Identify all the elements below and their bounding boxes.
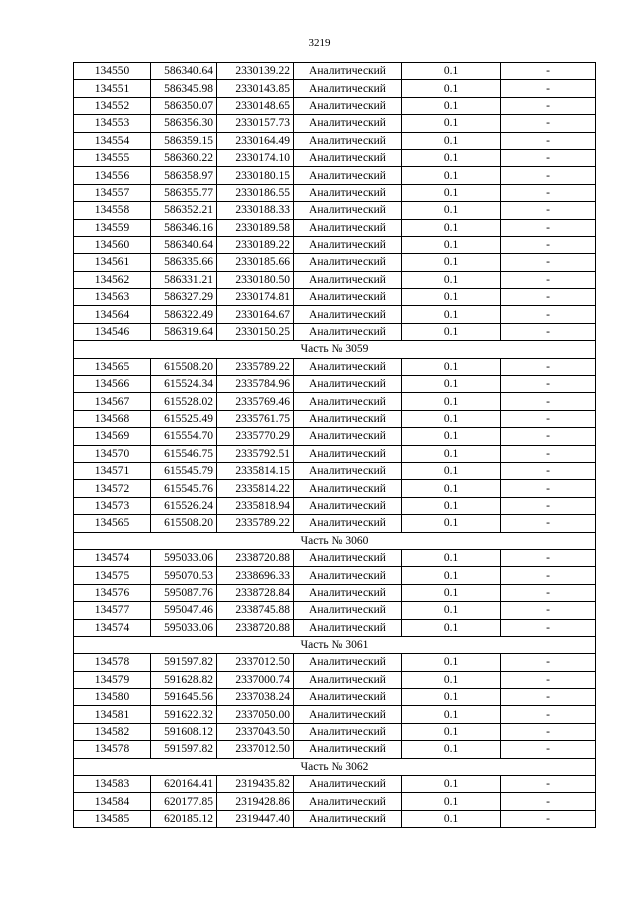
extra-cell: -: [501, 567, 596, 584]
method-cell: Аналитический: [294, 167, 402, 184]
x-coordinate-cell: 586340.64: [151, 63, 217, 80]
point-number-cell: 134583: [74, 776, 151, 793]
table-row: [74, 376, 596, 393]
table-row: [74, 706, 596, 723]
table-row: [74, 567, 596, 584]
y-coordinate-cell: 2319447.40: [217, 810, 294, 827]
extra-cell: -: [501, 602, 596, 619]
point-number-cell: 134577: [74, 602, 151, 619]
x-coordinate-cell: 620185.12: [151, 810, 217, 827]
point-number-cell: 134566: [74, 376, 151, 393]
point-number-cell: 134567: [74, 393, 151, 410]
table-row: [74, 115, 596, 132]
y-coordinate-cell: 2335814.15: [217, 462, 294, 479]
accuracy-cell: 0.1: [402, 202, 501, 219]
extra-cell: -: [501, 393, 596, 410]
y-coordinate-cell: 2335789.22: [217, 515, 294, 532]
table-row: [74, 63, 596, 80]
extra-cell: -: [501, 167, 596, 184]
point-number-cell: 134559: [74, 219, 151, 236]
point-number-cell: 134570: [74, 445, 151, 462]
y-coordinate-cell: 2338720.88: [217, 619, 294, 636]
point-number-cell: 134580: [74, 689, 151, 706]
y-coordinate-cell: 2335789.22: [217, 358, 294, 375]
point-number-cell: 134568: [74, 410, 151, 427]
y-coordinate-cell: 2337000.74: [217, 671, 294, 688]
accuracy-cell: 0.1: [402, 810, 501, 827]
point-number-cell: 134579: [74, 671, 151, 688]
point-number-cell: 134557: [74, 184, 151, 201]
method-cell: Аналитический: [294, 358, 402, 375]
y-coordinate-cell: 2330164.49: [217, 132, 294, 149]
x-coordinate-cell: 615526.24: [151, 497, 217, 514]
table-row: [74, 289, 596, 306]
y-coordinate-cell: 2330180.15: [217, 167, 294, 184]
method-cell: Аналитический: [294, 63, 402, 80]
y-coordinate-cell: 2335761.75: [217, 410, 294, 427]
x-coordinate-cell: 615545.76: [151, 480, 217, 497]
x-coordinate-cell: 595070.53: [151, 567, 217, 584]
extra-cell: -: [501, 358, 596, 375]
method-cell: Аналитический: [294, 271, 402, 288]
point-number-cell: 134554: [74, 132, 151, 149]
x-coordinate-cell: 595047.46: [151, 602, 217, 619]
method-cell: Аналитический: [294, 793, 402, 810]
extra-cell: -: [501, 376, 596, 393]
accuracy-cell: 0.1: [402, 654, 501, 671]
method-cell: Аналитический: [294, 132, 402, 149]
point-number-cell: 134558: [74, 202, 151, 219]
x-coordinate-cell: 586360.22: [151, 149, 217, 166]
x-coordinate-cell: 615508.20: [151, 515, 217, 532]
extra-cell: -: [501, 741, 596, 758]
table-row: [74, 358, 596, 375]
accuracy-cell: 0.1: [402, 80, 501, 97]
x-coordinate-cell: 615528.02: [151, 393, 217, 410]
table-row: [74, 515, 596, 532]
y-coordinate-cell: 2337012.50: [217, 741, 294, 758]
x-coordinate-cell: 586350.07: [151, 97, 217, 114]
table-row: [74, 132, 596, 149]
y-coordinate-cell: 2335769.46: [217, 393, 294, 410]
x-coordinate-cell: 591597.82: [151, 741, 217, 758]
accuracy-cell: 0.1: [402, 567, 501, 584]
table-row: [74, 776, 596, 793]
method-cell: Аналитический: [294, 515, 402, 532]
method-cell: Аналитический: [294, 602, 402, 619]
x-coordinate-cell: 595033.06: [151, 549, 217, 566]
table-row: [74, 810, 596, 827]
accuracy-cell: 0.1: [402, 515, 501, 532]
accuracy-cell: 0.1: [402, 723, 501, 740]
point-number-cell: 134574: [74, 549, 151, 566]
extra-cell: -: [501, 236, 596, 253]
method-cell: Аналитический: [294, 445, 402, 462]
accuracy-cell: 0.1: [402, 619, 501, 636]
method-cell: Аналитический: [294, 376, 402, 393]
method-cell: Аналитический: [294, 584, 402, 601]
table-row: [74, 497, 596, 514]
extra-cell: -: [501, 80, 596, 97]
x-coordinate-cell: 615508.20: [151, 358, 217, 375]
method-cell: Аналитический: [294, 480, 402, 497]
table-row: [74, 80, 596, 97]
method-cell: Аналитический: [294, 619, 402, 636]
y-coordinate-cell: 2319428.86: [217, 793, 294, 810]
method-cell: Аналитический: [294, 654, 402, 671]
table-row: [74, 306, 596, 323]
x-coordinate-cell: 615554.70: [151, 428, 217, 445]
section-title: Часть № 3060: [74, 532, 596, 549]
accuracy-cell: 0.1: [402, 254, 501, 271]
extra-cell: -: [501, 97, 596, 114]
table-row: [74, 793, 596, 810]
y-coordinate-cell: 2338745.88: [217, 602, 294, 619]
coordinates-table: [73, 62, 596, 828]
y-coordinate-cell: 2335814.22: [217, 480, 294, 497]
section-title: Часть № 3059: [74, 341, 596, 358]
accuracy-cell: 0.1: [402, 793, 501, 810]
point-number-cell: 134575: [74, 567, 151, 584]
method-cell: Аналитический: [294, 410, 402, 427]
method-cell: Аналитический: [294, 706, 402, 723]
extra-cell: -: [501, 723, 596, 740]
x-coordinate-cell: 586331.21: [151, 271, 217, 288]
point-number-cell: 134578: [74, 654, 151, 671]
method-cell: Аналитический: [294, 115, 402, 132]
extra-cell: -: [501, 584, 596, 601]
point-number-cell: 134560: [74, 236, 151, 253]
extra-cell: -: [501, 462, 596, 479]
section-title: Часть № 3061: [74, 636, 596, 653]
extra-cell: -: [501, 689, 596, 706]
method-cell: Аналитический: [294, 497, 402, 514]
x-coordinate-cell: 586352.21: [151, 202, 217, 219]
accuracy-cell: 0.1: [402, 219, 501, 236]
table-row: [74, 184, 596, 201]
x-coordinate-cell: 595087.76: [151, 584, 217, 601]
x-coordinate-cell: 591597.82: [151, 654, 217, 671]
section-row: [74, 636, 596, 653]
table-row: [74, 741, 596, 758]
extra-cell: -: [501, 202, 596, 219]
method-cell: Аналитический: [294, 462, 402, 479]
table-row: [74, 445, 596, 462]
method-cell: Аналитический: [294, 393, 402, 410]
point-number-cell: 134565: [74, 515, 151, 532]
x-coordinate-cell: 591608.12: [151, 723, 217, 740]
x-coordinate-cell: 615545.79: [151, 462, 217, 479]
method-cell: Аналитический: [294, 428, 402, 445]
table-row: [74, 549, 596, 566]
method-cell: Аналитический: [294, 323, 402, 340]
point-number-cell: 134569: [74, 428, 151, 445]
table-row: [74, 393, 596, 410]
point-number-cell: 134564: [74, 306, 151, 323]
y-coordinate-cell: 2330189.58: [217, 219, 294, 236]
accuracy-cell: 0.1: [402, 410, 501, 427]
extra-cell: -: [501, 671, 596, 688]
method-cell: Аналитический: [294, 184, 402, 201]
x-coordinate-cell: 586356.30: [151, 115, 217, 132]
extra-cell: -: [501, 132, 596, 149]
extra-cell: -: [501, 323, 596, 340]
y-coordinate-cell: 2330189.22: [217, 236, 294, 253]
y-coordinate-cell: 2330148.65: [217, 97, 294, 114]
section-row: [74, 341, 596, 358]
table-row: [74, 619, 596, 636]
accuracy-cell: 0.1: [402, 323, 501, 340]
x-coordinate-cell: 586359.15: [151, 132, 217, 149]
extra-cell: -: [501, 410, 596, 427]
table-row: [74, 271, 596, 288]
x-coordinate-cell: 591622.32: [151, 706, 217, 723]
table-row: [74, 462, 596, 479]
accuracy-cell: 0.1: [402, 132, 501, 149]
extra-cell: -: [501, 706, 596, 723]
point-number-cell: 134555: [74, 149, 151, 166]
point-number-cell: 134573: [74, 497, 151, 514]
accuracy-cell: 0.1: [402, 706, 501, 723]
accuracy-cell: 0.1: [402, 115, 501, 132]
method-cell: Аналитический: [294, 567, 402, 584]
point-number-cell: 134563: [74, 289, 151, 306]
y-coordinate-cell: 2330150.25: [217, 323, 294, 340]
extra-cell: -: [501, 271, 596, 288]
extra-cell: -: [501, 149, 596, 166]
y-coordinate-cell: 2330174.10: [217, 149, 294, 166]
extra-cell: -: [501, 793, 596, 810]
x-coordinate-cell: 620177.85: [151, 793, 217, 810]
accuracy-cell: 0.1: [402, 236, 501, 253]
y-coordinate-cell: 2335784.96: [217, 376, 294, 393]
point-number-cell: 134556: [74, 167, 151, 184]
table-row: [74, 654, 596, 671]
extra-cell: -: [501, 515, 596, 532]
accuracy-cell: 0.1: [402, 584, 501, 601]
accuracy-cell: 0.1: [402, 741, 501, 758]
point-number-cell: 134552: [74, 97, 151, 114]
accuracy-cell: 0.1: [402, 167, 501, 184]
point-number-cell: 134550: [74, 63, 151, 80]
table-row: [74, 602, 596, 619]
y-coordinate-cell: 2330164.67: [217, 306, 294, 323]
y-coordinate-cell: 2337043.50: [217, 723, 294, 740]
accuracy-cell: 0.1: [402, 358, 501, 375]
y-coordinate-cell: 2330157.73: [217, 115, 294, 132]
point-number-cell: 134571: [74, 462, 151, 479]
table-row: [74, 323, 596, 340]
table-row: [74, 480, 596, 497]
y-coordinate-cell: 2337012.50: [217, 654, 294, 671]
x-coordinate-cell: 620164.41: [151, 776, 217, 793]
method-cell: Аналитический: [294, 236, 402, 253]
point-number-cell: 134581: [74, 706, 151, 723]
point-number-cell: 134574: [74, 619, 151, 636]
table-row: [74, 219, 596, 236]
method-cell: Аналитический: [294, 671, 402, 688]
extra-cell: -: [501, 776, 596, 793]
table-row: [74, 428, 596, 445]
y-coordinate-cell: 2338728.84: [217, 584, 294, 601]
coordinates-table-body: [74, 63, 596, 828]
y-coordinate-cell: 2330186.55: [217, 184, 294, 201]
point-number-cell: 134561: [74, 254, 151, 271]
method-cell: Аналитический: [294, 549, 402, 566]
x-coordinate-cell: 586335.66: [151, 254, 217, 271]
method-cell: Аналитический: [294, 306, 402, 323]
x-coordinate-cell: 586340.64: [151, 236, 217, 253]
method-cell: Аналитический: [294, 776, 402, 793]
x-coordinate-cell: 586345.98: [151, 80, 217, 97]
accuracy-cell: 0.1: [402, 184, 501, 201]
x-coordinate-cell: 591645.56: [151, 689, 217, 706]
point-number-cell: 134585: [74, 810, 151, 827]
method-cell: Аналитический: [294, 202, 402, 219]
accuracy-cell: 0.1: [402, 428, 501, 445]
x-coordinate-cell: 586346.16: [151, 219, 217, 236]
extra-cell: -: [501, 219, 596, 236]
point-number-cell: 134553: [74, 115, 151, 132]
accuracy-cell: 0.1: [402, 97, 501, 114]
point-number-cell: 134565: [74, 358, 151, 375]
x-coordinate-cell: 586319.64: [151, 323, 217, 340]
extra-cell: -: [501, 306, 596, 323]
y-coordinate-cell: 2330180.50: [217, 271, 294, 288]
method-cell: Аналитический: [294, 80, 402, 97]
y-coordinate-cell: 2338696.33: [217, 567, 294, 584]
accuracy-cell: 0.1: [402, 63, 501, 80]
table-row: [74, 410, 596, 427]
method-cell: Аналитический: [294, 219, 402, 236]
point-number-cell: 134578: [74, 741, 151, 758]
y-coordinate-cell: 2337038.24: [217, 689, 294, 706]
accuracy-cell: 0.1: [402, 549, 501, 566]
section-row: [74, 532, 596, 549]
extra-cell: -: [501, 63, 596, 80]
y-coordinate-cell: 2338720.88: [217, 549, 294, 566]
point-number-cell: 134576: [74, 584, 151, 601]
x-coordinate-cell: 595033.06: [151, 619, 217, 636]
table-row: [74, 202, 596, 219]
point-number-cell: 134562: [74, 271, 151, 288]
accuracy-cell: 0.1: [402, 149, 501, 166]
table-row: [74, 671, 596, 688]
x-coordinate-cell: 615525.49: [151, 410, 217, 427]
section-row: [74, 758, 596, 775]
table-row: [74, 254, 596, 271]
extra-cell: -: [501, 480, 596, 497]
y-coordinate-cell: 2337050.00: [217, 706, 294, 723]
extra-cell: -: [501, 428, 596, 445]
x-coordinate-cell: 586327.29: [151, 289, 217, 306]
accuracy-cell: 0.1: [402, 271, 501, 288]
x-coordinate-cell: 586358.97: [151, 167, 217, 184]
point-number-cell: 134551: [74, 80, 151, 97]
extra-cell: -: [501, 184, 596, 201]
accuracy-cell: 0.1: [402, 689, 501, 706]
x-coordinate-cell: 586322.49: [151, 306, 217, 323]
extra-cell: -: [501, 549, 596, 566]
point-number-cell: 134546: [74, 323, 151, 340]
method-cell: Аналитический: [294, 723, 402, 740]
y-coordinate-cell: 2330188.33: [217, 202, 294, 219]
accuracy-cell: 0.1: [402, 445, 501, 462]
accuracy-cell: 0.1: [402, 497, 501, 514]
accuracy-cell: 0.1: [402, 393, 501, 410]
accuracy-cell: 0.1: [402, 306, 501, 323]
extra-cell: -: [501, 654, 596, 671]
point-number-cell: 134584: [74, 793, 151, 810]
x-coordinate-cell: 591628.82: [151, 671, 217, 688]
point-number-cell: 134582: [74, 723, 151, 740]
y-coordinate-cell: 2335792.51: [217, 445, 294, 462]
method-cell: Аналитический: [294, 254, 402, 271]
extra-cell: -: [501, 254, 596, 271]
y-coordinate-cell: 2335770.29: [217, 428, 294, 445]
method-cell: Аналитический: [294, 149, 402, 166]
table-row: [74, 97, 596, 114]
method-cell: Аналитический: [294, 289, 402, 306]
table-row: [74, 236, 596, 253]
table-row: [74, 584, 596, 601]
section-title: Часть № 3062: [74, 758, 596, 775]
extra-cell: -: [501, 810, 596, 827]
point-number-cell: 134572: [74, 480, 151, 497]
accuracy-cell: 0.1: [402, 289, 501, 306]
x-coordinate-cell: 615524.34: [151, 376, 217, 393]
extra-cell: -: [501, 445, 596, 462]
table-row: [74, 689, 596, 706]
method-cell: Аналитический: [294, 741, 402, 758]
accuracy-cell: 0.1: [402, 776, 501, 793]
accuracy-cell: 0.1: [402, 376, 501, 393]
y-coordinate-cell: 2319435.82: [217, 776, 294, 793]
accuracy-cell: 0.1: [402, 602, 501, 619]
page-number: 3219: [308, 37, 331, 49]
y-coordinate-cell: 2335818.94: [217, 497, 294, 514]
y-coordinate-cell: 2330174.81: [217, 289, 294, 306]
accuracy-cell: 0.1: [402, 462, 501, 479]
extra-cell: -: [501, 115, 596, 132]
y-coordinate-cell: 2330139.22: [217, 63, 294, 80]
method-cell: Аналитический: [294, 689, 402, 706]
method-cell: Аналитический: [294, 810, 402, 827]
table-row: [74, 723, 596, 740]
x-coordinate-cell: 586355.77: [151, 184, 217, 201]
extra-cell: -: [501, 497, 596, 514]
table-row: [74, 167, 596, 184]
extra-cell: -: [501, 289, 596, 306]
y-coordinate-cell: 2330185.66: [217, 254, 294, 271]
x-coordinate-cell: 615546.75: [151, 445, 217, 462]
accuracy-cell: 0.1: [402, 671, 501, 688]
table-row: [74, 149, 596, 166]
accuracy-cell: 0.1: [402, 480, 501, 497]
method-cell: Аналитический: [294, 97, 402, 114]
y-coordinate-cell: 2330143.85: [217, 80, 294, 97]
extra-cell: -: [501, 619, 596, 636]
